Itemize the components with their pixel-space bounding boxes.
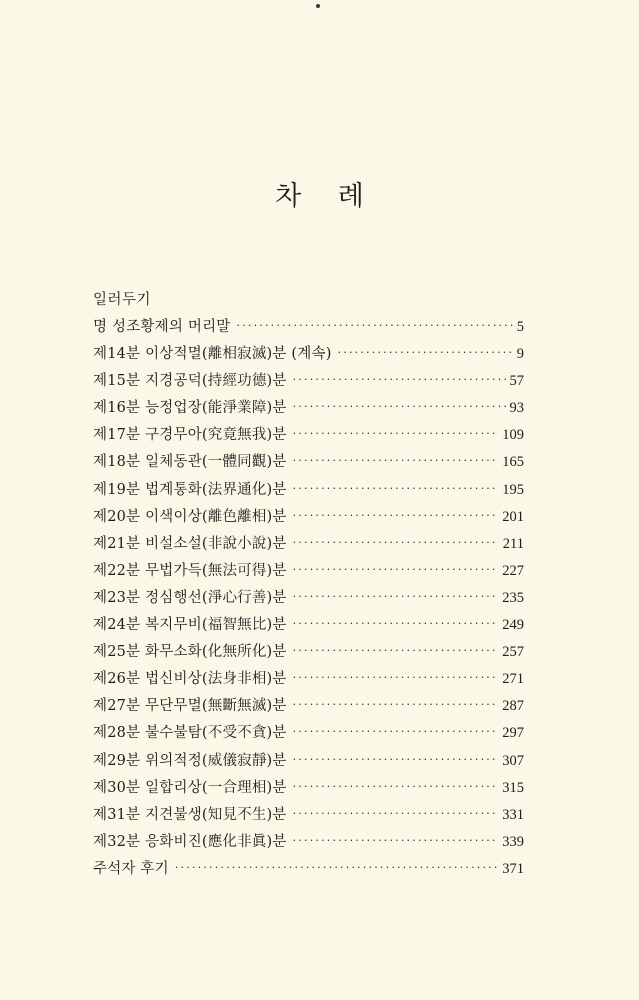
toc-dot-leader [236,312,512,339]
toc-dot-leader [293,610,499,637]
toc-entry-label: 제23분 정심행선(淨心行善)분 [93,589,287,606]
toc-entry [93,314,524,341]
toc-entry [93,639,524,666]
toc-entry-page-number: 109 [502,427,524,444]
toc-dot-leader [293,529,499,556]
toc-entry [93,368,524,395]
toc-dot-leader [293,800,499,827]
toc-intro-heading: 일러두기 [93,292,152,308]
toc-entry-label: 제15분 지경공덕(持經功德)분 [93,373,287,390]
page-title: 차 례 [275,181,378,212]
toc-entry [93,666,524,693]
toc-entry-page-number: 371 [502,860,524,877]
toc-entry [93,748,524,775]
toc-entry [93,775,524,802]
toc-entry-page-number: 307 [502,752,524,769]
toc-entry-label: 제20분 이색이상(離色離相)분 [93,508,287,525]
toc-entry [93,856,524,883]
toc-entry [93,693,524,720]
toc-entry-page-number: 165 [502,454,524,471]
toc-entry-page-number: 339 [502,833,524,850]
toc-entry-page-number: 9 [516,346,524,363]
table-of-contents [93,287,524,883]
toc-dot-leader [293,475,499,502]
toc-dot-leader [293,502,499,529]
toc-entry-page-number: 249 [502,617,524,634]
toc-entry-page-number: 57 [509,373,524,390]
toc-dot-leader [293,827,499,854]
toc-dot-leader [293,691,499,718]
toc-entry-label: 제32분 응화비진(應化非眞)분 [93,833,287,850]
toc-dot-leader [293,420,499,447]
toc-entry [93,422,524,449]
toc-entry-label: 제18분 일체동관(一體同觀)분 [93,454,287,471]
toc-entry [93,449,524,476]
toc-entry-label: 제14분 이상적멸(離相寂滅)분 (계속) [93,346,332,363]
toc-dot-leader [293,393,506,420]
toc-entry-page-number: 235 [502,589,524,606]
toc-dot-leader [175,854,498,881]
toc-entry-label: 제21분 비설소설(非說小說)분 [93,535,287,552]
toc-entry [93,720,524,747]
toc-entry-label: 제22분 무법가득(無法可得)분 [93,562,287,579]
toc-entry [93,477,524,504]
toc-entry-label: 제27분 무단무멸(無斷無滅)분 [93,698,287,715]
toc-entry-label: 제24분 복지무비(福智無比)분 [93,617,287,634]
toc-dot-leader [338,339,513,366]
toc-entry-label: 제26분 법신비상(法身非相)분 [93,671,287,688]
toc-entry [93,395,524,422]
toc-entry [93,829,524,856]
toc-dot-leader [293,583,499,610]
toc-entry-label: 제25분 화무소화(化無所化)분 [93,644,287,661]
toc-dot-leader [293,366,506,393]
toc-entry-label: 제28분 불수불탐(不受不貪)분 [93,725,287,742]
toc-entry-page-number: 195 [502,481,524,498]
toc-entry-label: 명 성조황제의 머리말 [93,319,231,335]
toc-entry-label: 제31분 지견불생(知見不生)분 [93,806,287,823]
toc-dot-leader [293,664,499,691]
toc-entry-page-number: 201 [502,508,524,525]
toc-entry-label: 제29분 위의적정(威儀寂靜)분 [93,752,287,769]
toc-entry-page-number: 5 [516,319,524,335]
toc-entry-page-number: 211 [502,535,524,552]
toc-entry-page-number: 271 [502,671,524,688]
toc-entry [93,558,524,585]
toc-dot-leader [293,718,499,745]
toc-entry-list [93,314,524,883]
toc-entry [93,802,524,829]
toc-dot-leader [293,447,499,474]
toc-entry [93,531,524,558]
toc-entry-page-number: 331 [502,806,524,823]
toc-entry-page-number: 227 [502,562,524,579]
toc-entry-label: 제30분 일합리상(一合理相)분 [93,779,287,796]
toc-entry [93,341,524,368]
toc-dot-leader [293,637,499,664]
toc-dot-leader [293,773,499,800]
page-dot-mark [316,4,320,8]
toc-entry [93,585,524,612]
toc-dot-leader [293,746,499,773]
toc-entry-page-number: 287 [502,698,524,715]
toc-entry-page-number: 315 [502,779,524,796]
toc-entry-page-number: 257 [502,644,524,661]
toc-entry-label: 제17분 구경무아(究竟無我)분 [93,427,287,444]
toc-entry-page-number: 297 [502,725,524,742]
toc-dot-leader [293,556,499,583]
toc-entry-label: 제19분 법계통화(法界通化)분 [93,481,287,498]
toc-entry [93,612,524,639]
toc-entry-page-number: 93 [509,400,524,417]
toc-entry [93,504,524,531]
toc-entry-label: 제16분 능정업장(能淨業障)분 [93,400,287,417]
toc-entry-label: 주석자 후기 [93,860,169,877]
